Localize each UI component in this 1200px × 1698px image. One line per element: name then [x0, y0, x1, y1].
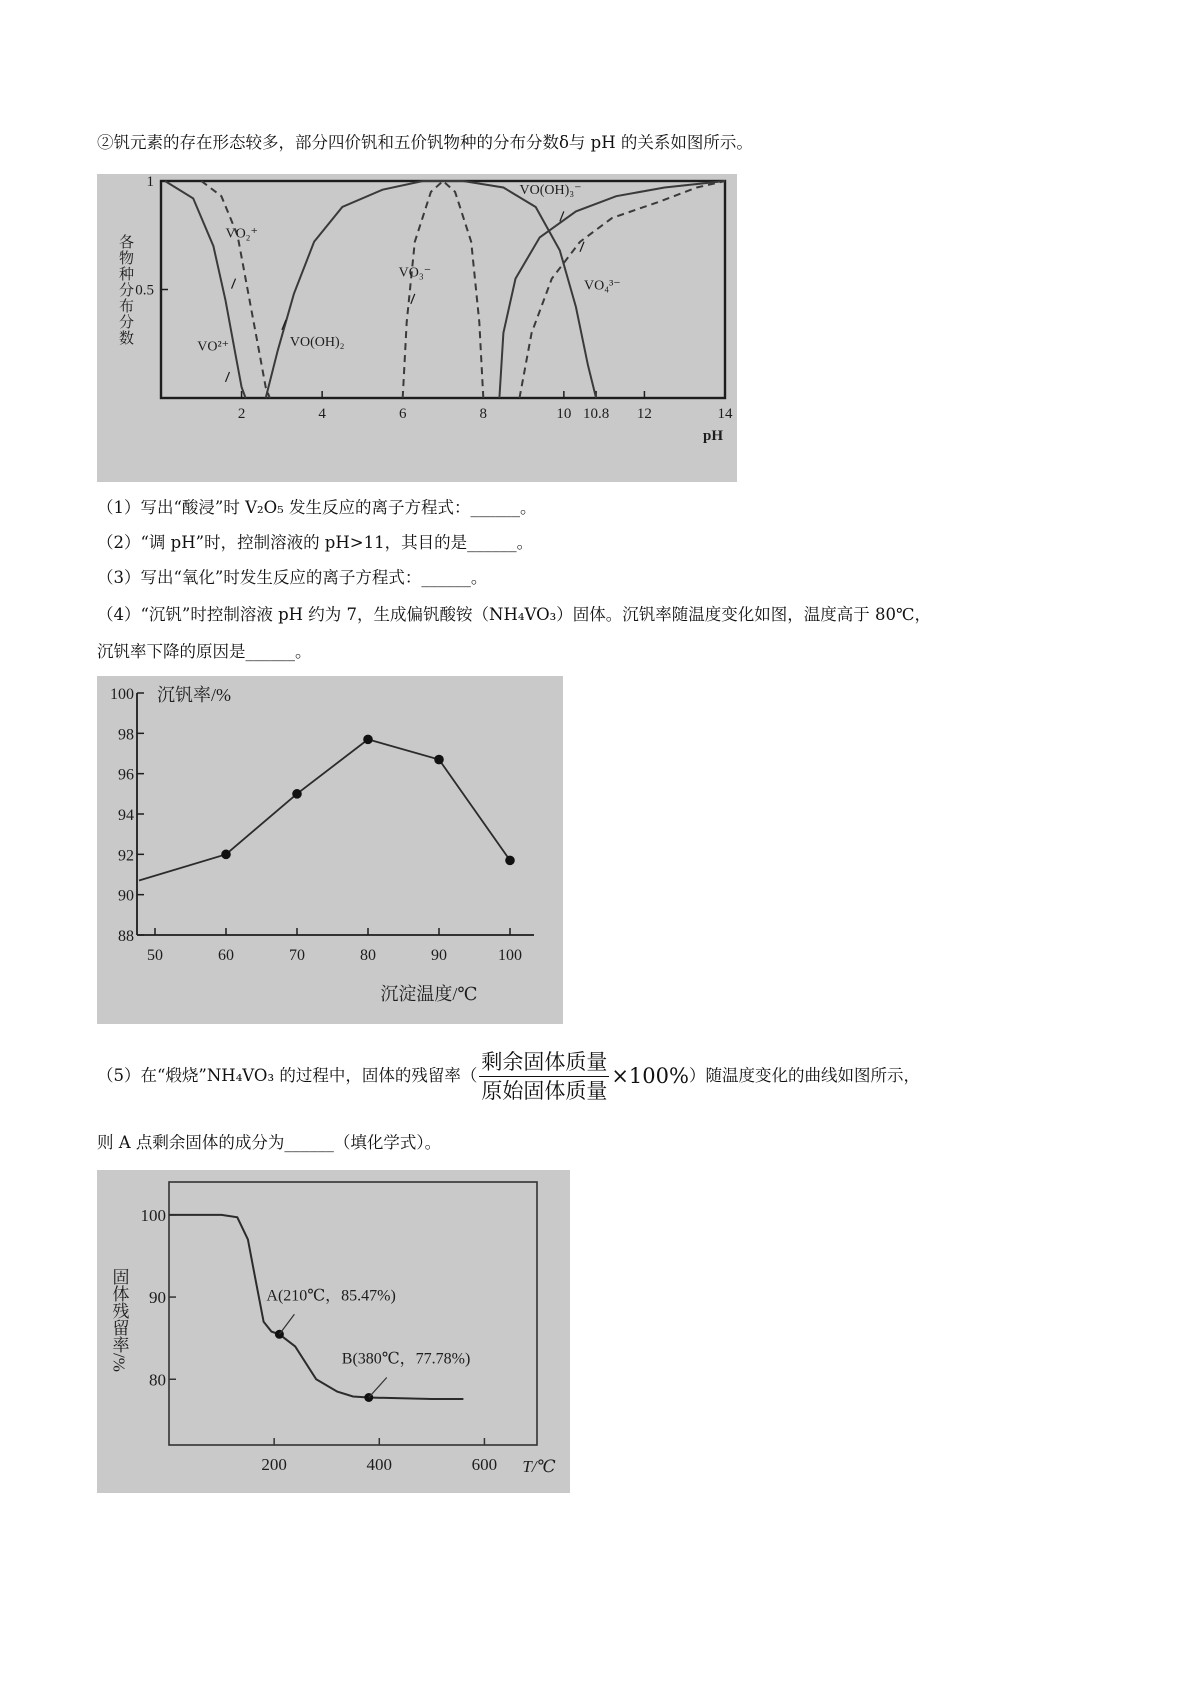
- residue-rate-svg: [97, 1170, 570, 1493]
- x-tick-label: 2: [237, 406, 246, 422]
- x-axis-label: T/℃: [522, 1457, 556, 1476]
- x-tick-label: 6: [398, 406, 407, 422]
- x-tick-label: 90: [431, 947, 447, 964]
- x-axis-label: 沉淀温度/℃: [380, 984, 478, 1004]
- series-label: VO₃⁻: [398, 265, 432, 281]
- y-tick-label: 80: [149, 1370, 166, 1390]
- series-label-leader: [411, 294, 415, 304]
- y-tick-label: 1: [146, 174, 154, 190]
- annotation-label: B(380℃，77.78%): [341, 1350, 471, 1368]
- annotation-point: [275, 1330, 284, 1339]
- series-label: VO²⁺: [197, 339, 230, 355]
- y-tick-label: 88: [118, 928, 134, 945]
- y-tick-label: 90: [149, 1288, 166, 1308]
- series-label: VO₂⁺: [225, 226, 258, 242]
- x-tick-label: 14: [717, 406, 733, 422]
- question-5-line1: [97, 1044, 920, 1108]
- data-point: [363, 735, 373, 745]
- y-tick-label: 92: [118, 847, 134, 865]
- y-tick-label: 94: [118, 807, 134, 824]
- plot-frame: [169, 1182, 537, 1445]
- x-tick-label: 400: [366, 1455, 393, 1474]
- x-tick-label: 60: [218, 947, 234, 964]
- question-1: （1）写出“酸浸”时 V₂O₅ 发生反应的离子方程式：______。: [97, 498, 537, 517]
- annotation-label: A(210℃，85.47%): [266, 1287, 396, 1305]
- x-tick-label: 80: [360, 947, 376, 964]
- y-tick-label: 0.5: [135, 282, 154, 299]
- plot-frame: [161, 181, 725, 398]
- q5-suffix: ）随温度变化的曲线如图所示，: [688, 1066, 920, 1085]
- annotation-leader: [279, 1314, 294, 1334]
- data-point: [505, 856, 515, 866]
- question-4-line1: （4）“沉钒”时控制溶液 pH 约为 7，生成偏钒酸铵（NH₄VO₃）固体。沉钒率随温度变化如图，温度高于 80℃，: [97, 605, 931, 624]
- x-tick-label: 200: [261, 1455, 287, 1474]
- x-tick-label: 600: [471, 1455, 498, 1474]
- series-curve: [266, 181, 596, 398]
- series-curve: [201, 181, 269, 398]
- intro-text: ②钒元素的存在形态较多，部分四价钒和五价钒物种的分布分数δ与 pH 的关系如图所示。: [97, 133, 753, 152]
- precipitation-rate-chart: [97, 676, 563, 1024]
- x-tick-label: 4: [318, 406, 326, 422]
- data-point: [221, 850, 231, 860]
- species-distribution-chart: [97, 174, 737, 482]
- y-tick-label: 98: [118, 726, 134, 744]
- question-3: （3）写出“氧化”时发生反应的离子方程式：______。: [97, 568, 488, 587]
- fraction-numerator: 剩余固体质量: [479, 1048, 609, 1077]
- x-tick-label: 8: [479, 406, 488, 422]
- y-axis-label: 固体残留率/%: [109, 1268, 129, 1372]
- y-axis-label: 各物种分布分数: [117, 234, 133, 346]
- x-tick-label: 50: [147, 947, 163, 964]
- y-tick-label: 96: [118, 766, 134, 784]
- y-tick-label: 100: [110, 686, 134, 703]
- y-tick-label: 90: [118, 887, 134, 905]
- residue-rate-chart: [97, 1170, 570, 1493]
- precipitation-rate-svg: [97, 676, 563, 1024]
- series-curve: [520, 181, 726, 398]
- series-label: VO(OH)₃⁻: [519, 183, 582, 199]
- series-label-leader: [232, 279, 236, 289]
- x-tick-label: 10.8: [582, 406, 610, 422]
- x-axis-label: pH: [702, 428, 723, 444]
- chart-title: 沉钒率/%: [157, 685, 231, 705]
- q5-prefix: （5）在“煅烧”NH₄VO₃ 的过程中，固体的残留率（: [97, 1066, 478, 1085]
- series-curve: [165, 181, 246, 398]
- fraction-denominator: 原始固体质量: [481, 1078, 608, 1103]
- data-point: [292, 789, 302, 799]
- data-point: [434, 755, 444, 765]
- question-4-line2: 沉钒率下降的原因是______。: [97, 642, 312, 661]
- question-2: （2）“调 pH”时，控制溶液的 pH>11，其目的是______。: [97, 533, 534, 552]
- q5-times: ×100%: [611, 1064, 689, 1088]
- x-tick-label: 70: [289, 947, 305, 964]
- annotation-leader: [369, 1377, 387, 1397]
- x-tick-label: 10: [556, 406, 572, 422]
- series-label: VO(OH)₂: [289, 334, 345, 350]
- series-label-leader: [225, 372, 229, 382]
- x-tick-label: 12: [636, 406, 652, 422]
- species-distribution-svg: [97, 174, 737, 482]
- residue-rate-fraction: [479, 1048, 609, 1105]
- residue-curve: [169, 1215, 463, 1399]
- rate-line: [139, 739, 510, 880]
- x-tick-label: 100: [498, 947, 522, 964]
- y-tick-label: 100: [140, 1205, 166, 1225]
- series-label: VO₄³⁻: [584, 278, 621, 294]
- series-curve: [403, 181, 484, 398]
- series-label-leader: [580, 242, 584, 252]
- question-5-line2: 则 A 点剩余固体的成分为______（填化学式）。: [97, 1133, 442, 1152]
